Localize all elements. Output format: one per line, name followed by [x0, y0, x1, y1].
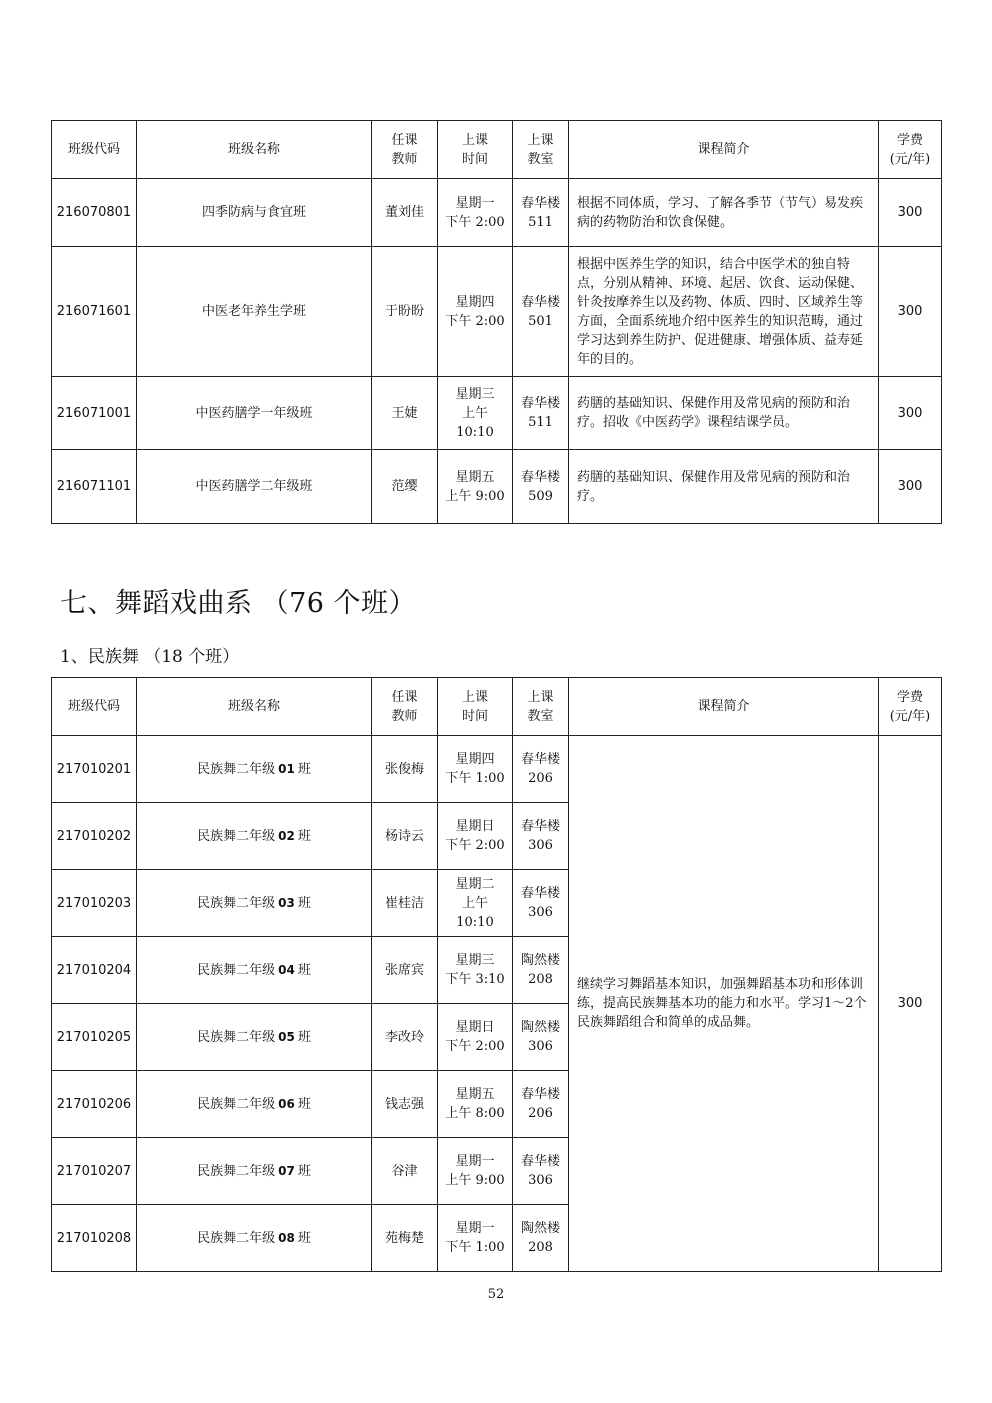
course-table-tcm — [51, 120, 942, 524]
table-header-row — [52, 121, 942, 179]
class-time: 星期二 上午 10:10 — [438, 870, 513, 937]
class-code: 217010206 — [52, 1071, 137, 1138]
classroom: 春华楼 511 — [513, 179, 569, 247]
teacher: 苑梅楚 — [372, 1205, 438, 1272]
class-name: 中医老年养生学班 — [137, 247, 372, 377]
class-code: 217010201 — [52, 736, 137, 803]
classroom: 春华楼 509 — [513, 450, 569, 524]
classroom: 春华楼 501 — [513, 247, 569, 377]
course-description: 药膳的基础知识、保健作用及常见病的预防和治疗。招收《中医药学》课程结课学员。 — [569, 377, 879, 450]
header-fee: 学费 (元/年) — [879, 678, 942, 736]
class-code: 217010207 — [52, 1138, 137, 1205]
class-code: 216071601 — [52, 247, 137, 377]
table-row — [52, 736, 942, 803]
class-code: 216070801 — [52, 179, 137, 247]
tuition-fee: 300 — [879, 247, 942, 377]
classroom: 春华楼 511 — [513, 377, 569, 450]
teacher: 杨诗云 — [372, 803, 438, 870]
teacher: 于盼盼 — [372, 247, 438, 377]
teacher: 谷津 — [372, 1138, 438, 1205]
class-name: 中医药膳学一年级班 — [137, 377, 372, 450]
course-description: 根据不同体质，学习、了解各季节（节气）易发疾病的药物防治和饮食保健。 — [569, 179, 879, 247]
class-time: 星期一 下午 1:00 — [438, 1205, 513, 1272]
table-row — [52, 247, 942, 377]
class-time: 星期四 下午 1:00 — [438, 736, 513, 803]
class-time: 星期一 上午 9:00 — [438, 1138, 513, 1205]
class-name: 民族舞二年级 02 班 — [137, 803, 372, 870]
class-code: 217010202 — [52, 803, 137, 870]
class-time: 星期五 上午 9:00 — [438, 450, 513, 524]
header-desc: 课程简介 — [569, 121, 879, 179]
class-code: 217010203 — [52, 870, 137, 937]
header-teacher: 任课 教师 — [372, 678, 438, 736]
header-fee: 学费 (元/年) — [879, 121, 942, 179]
table-row — [52, 377, 942, 450]
header-desc: 课程简介 — [569, 678, 879, 736]
teacher: 崔桂洁 — [372, 870, 438, 937]
classroom: 春华楼 206 — [513, 1071, 569, 1138]
header-name: 班级名称 — [137, 121, 372, 179]
classroom: 春华楼 306 — [513, 1138, 569, 1205]
classroom: 陶然楼 306 — [513, 1004, 569, 1071]
classroom: 春华楼 206 — [513, 736, 569, 803]
section-heading: 七、舞蹈戏曲系 （76 个班） — [60, 588, 417, 619]
class-name: 四季防病与食宜班 — [137, 179, 372, 247]
teacher: 王婕 — [372, 377, 438, 450]
teacher: 钱志强 — [372, 1071, 438, 1138]
class-time: 星期日 下午 2:00 — [438, 1004, 513, 1071]
class-code: 217010205 — [52, 1004, 137, 1071]
table-header-row — [52, 678, 942, 736]
teacher: 范缨 — [372, 450, 438, 524]
header-room: 上课 教室 — [513, 121, 569, 179]
class-code: 216071001 — [52, 377, 137, 450]
class-name: 民族舞二年级 05 班 — [137, 1004, 372, 1071]
tuition-fee: 300 — [879, 736, 942, 1272]
classroom: 陶然楼 208 — [513, 1205, 569, 1272]
header-room: 上课 教室 — [513, 678, 569, 736]
class-name: 民族舞二年级 07 班 — [137, 1138, 372, 1205]
class-time: 星期三 下午 3:10 — [438, 937, 513, 1004]
class-name: 民族舞二年级 06 班 — [137, 1071, 372, 1138]
table-row — [52, 179, 942, 247]
class-name: 民族舞二年级 04 班 — [137, 937, 372, 1004]
header-code: 班级代码 — [52, 678, 137, 736]
class-name: 民族舞二年级 01 班 — [137, 736, 372, 803]
class-time: 星期四 下午 2:00 — [438, 247, 513, 377]
course-description: 药膳的基础知识、保健作用及常见病的预防和治疗。 — [569, 450, 879, 524]
classroom: 春华楼 306 — [513, 870, 569, 937]
header-time: 上课 时间 — [438, 678, 513, 736]
tuition-fee: 300 — [879, 377, 942, 450]
subsection-heading: 1、民族舞 （18 个班） — [60, 647, 240, 667]
header-code: 班级代码 — [52, 121, 137, 179]
page-number: 52 — [487, 1287, 505, 1302]
class-time: 星期一 下午 2:00 — [438, 179, 513, 247]
header-time: 上课 时间 — [438, 121, 513, 179]
class-name: 中医药膳学二年级班 — [137, 450, 372, 524]
teacher: 董刘佳 — [372, 179, 438, 247]
table-row — [52, 450, 942, 524]
header-name: 班级名称 — [137, 678, 372, 736]
class-code: 217010208 — [52, 1205, 137, 1272]
tuition-fee: 300 — [879, 450, 942, 524]
header-teacher: 任课 教师 — [372, 121, 438, 179]
course-table-folk-dance — [51, 677, 942, 1272]
class-code: 216071101 — [52, 450, 137, 524]
class-time: 星期五 上午 8:00 — [438, 1071, 513, 1138]
course-description: 根据中医养生学的知识，结合中医学术的独自特点，分别从精神、环境、起居、饮食、运动保健、针灸按摩养生以及药物、体质、四时、区域养生等方面，全面系统地介绍中医养生的知识范畴，通过学习达到养生防护、促进健康、增强体质、益寿延年的目的。 — [569, 247, 879, 377]
course-description: 继续学习舞蹈基本知识，加强舞蹈基本功和形体训练，提高民族舞基本功的能力和水平。学习1～2个民族舞蹈组合和简单的成品舞。 — [569, 736, 879, 1272]
class-time: 星期三 上午 10:10 — [438, 377, 513, 450]
classroom: 陶然楼 208 — [513, 937, 569, 1004]
teacher: 张席宾 — [372, 937, 438, 1004]
class-code: 217010204 — [52, 937, 137, 1004]
teacher: 张俊梅 — [372, 736, 438, 803]
teacher: 李改玲 — [372, 1004, 438, 1071]
classroom: 春华楼 306 — [513, 803, 569, 870]
tuition-fee: 300 — [879, 179, 942, 247]
class-name: 民族舞二年级 08 班 — [137, 1205, 372, 1272]
class-name: 民族舞二年级 03 班 — [137, 870, 372, 937]
class-time: 星期日 下午 2:00 — [438, 803, 513, 870]
